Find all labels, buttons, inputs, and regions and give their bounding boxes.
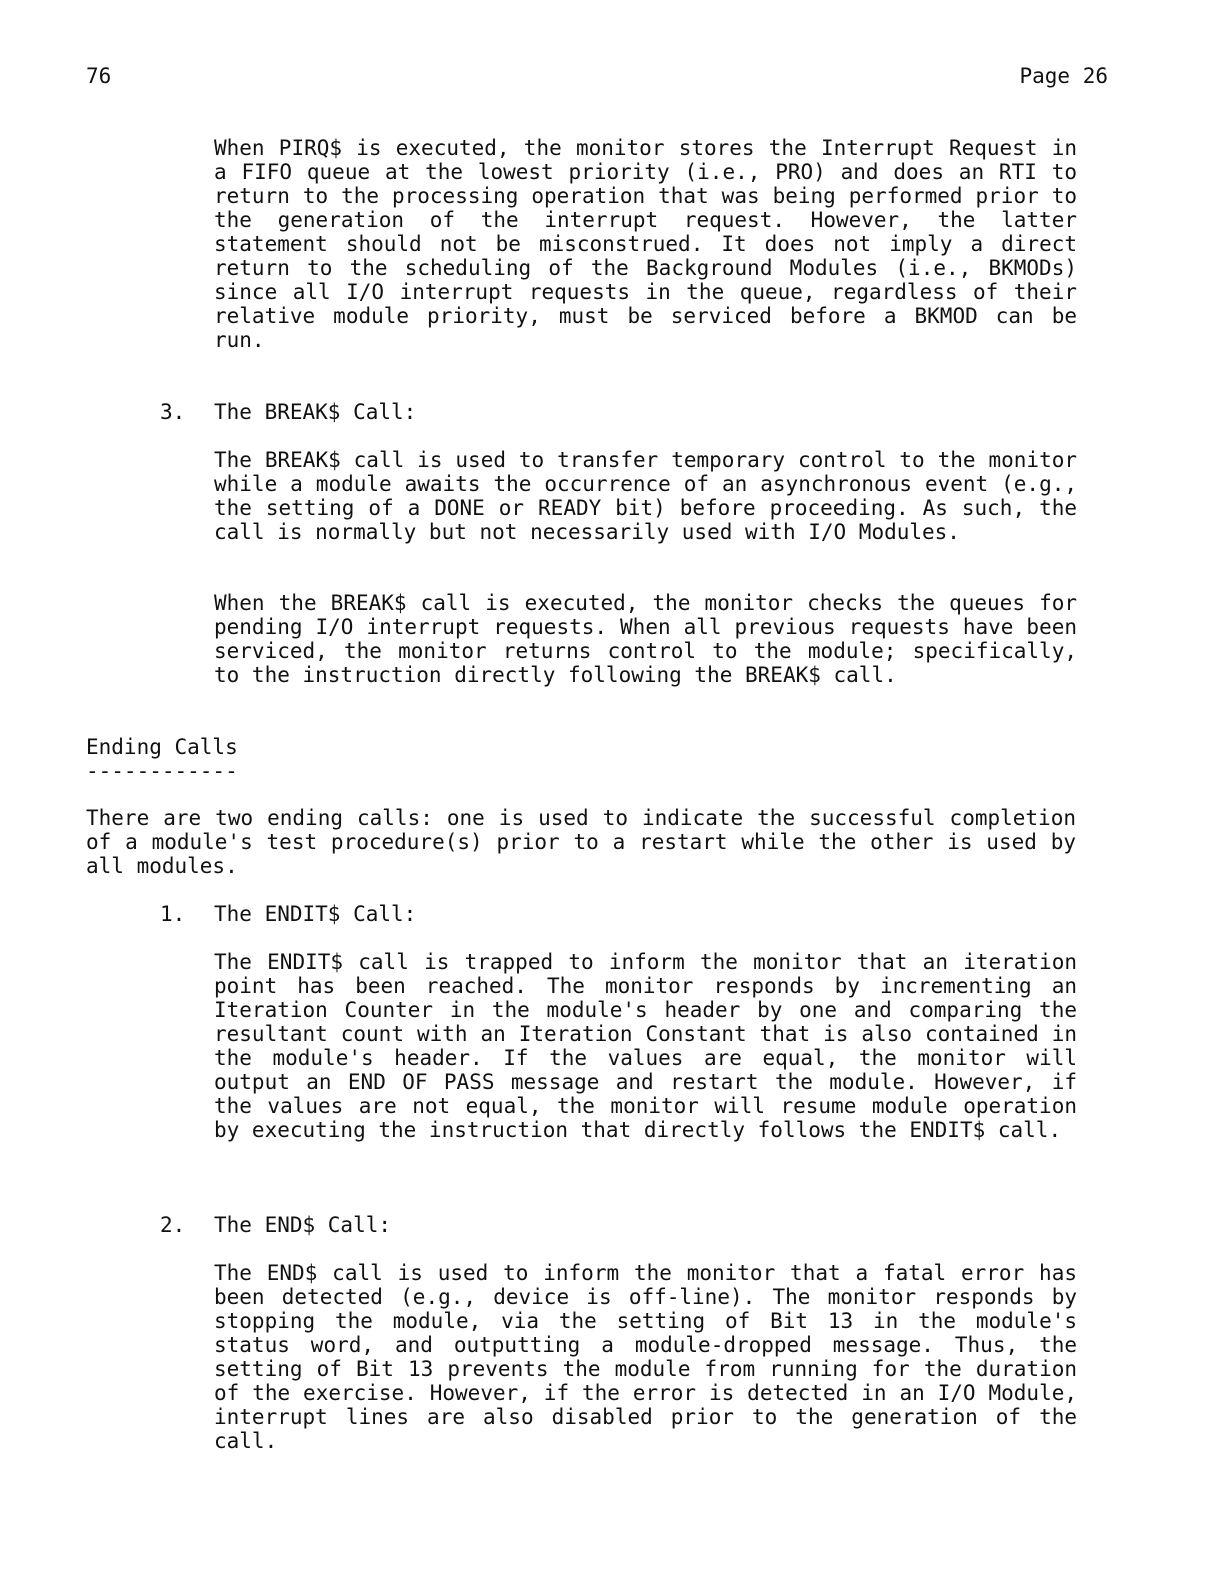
end-call-item — [160, 1213, 391, 1237]
end-call-paragraph: The END$ call is used to inform the monitor that a fatal error has been detected (e.g., device is off-line). The monitor responds by stopping the module, via the setting of Bit 13 in the module's status word, and outputting a module-dropped message. Thus, the setting of Bit 13 prevents the module from running for the duration of the exercise. However, if the error is detected in an I/O Module, interrupt lines are also disabled prior to the generation of the call. — [214, 1261, 1077, 1453]
break-call-title: The BREAK$ Call: — [214, 400, 417, 424]
page-number-left: 76 — [86, 64, 112, 88]
break-call-item — [160, 400, 416, 424]
endit-call-paragraph: The ENDIT$ call is trapped to inform the monitor that an iteration point has been reached. The monitor responds by incrementing an Iteration Counter in the module's header by one and comparing the resultant count with an Iteration Constant that is also contained in the module's header. If the values are equal, the monitor will output an END OF PASS message and restart the module. However, if the values are not equal, the monitor will resume module operation by executing the instruction that directly follows the ENDIT$ call. — [214, 950, 1077, 1142]
pirq-paragraph: When PIRQ$ is executed, the monitor stores the Interrupt Request in a FIFO queue at the lowest priority (i.e., PRO) and does an RTI to return to the processing operation that was being performed prior to the generation of the interrupt request. However, the latter statement should not be misconstrued. It does not imply a direct return to the scheduling of the Background Modules (i.e., BKMODs) since all I/O interrupt requests in the queue, regardless of their relative module priority, must be serviced before a BKMOD can be run. — [214, 136, 1077, 352]
page-number-right: Page 26 — [1019, 64, 1108, 88]
endit-call-title: The ENDIT$ Call: — [214, 902, 417, 926]
ending-calls-intro: There are two ending calls: one is used to indicate the successful completion of a module's test procedure(s) prior to a restart while the other is used by all modules. — [86, 806, 1076, 878]
ending-calls-heading: Ending Calls — [86, 735, 238, 759]
end-call-title: The END$ Call: — [214, 1213, 392, 1237]
break-call-number: 3. — [160, 400, 186, 424]
ending-calls-underline: ------------ — [86, 759, 238, 783]
break-call-paragraph-2: When the BREAK$ call is executed, the monitor checks the queues for pending I/O interrupt requests. When all previous requests have been serviced, the monitor returns control to the module; specifically, to the instruction directly following the BREAK$ call. — [214, 591, 1077, 687]
break-call-paragraph-1: The BREAK$ call is used to transfer temporary control to the monitor while a module awaits the occurrence of an asynchronous event (e.g., the setting of a DONE or READY bit) before proceeding. As such, the call is normally but not necessarily used with I/O Modules. — [214, 448, 1077, 544]
endit-call-number: 1. — [160, 902, 186, 926]
endit-call-item — [160, 902, 416, 926]
end-call-number: 2. — [160, 1213, 186, 1237]
